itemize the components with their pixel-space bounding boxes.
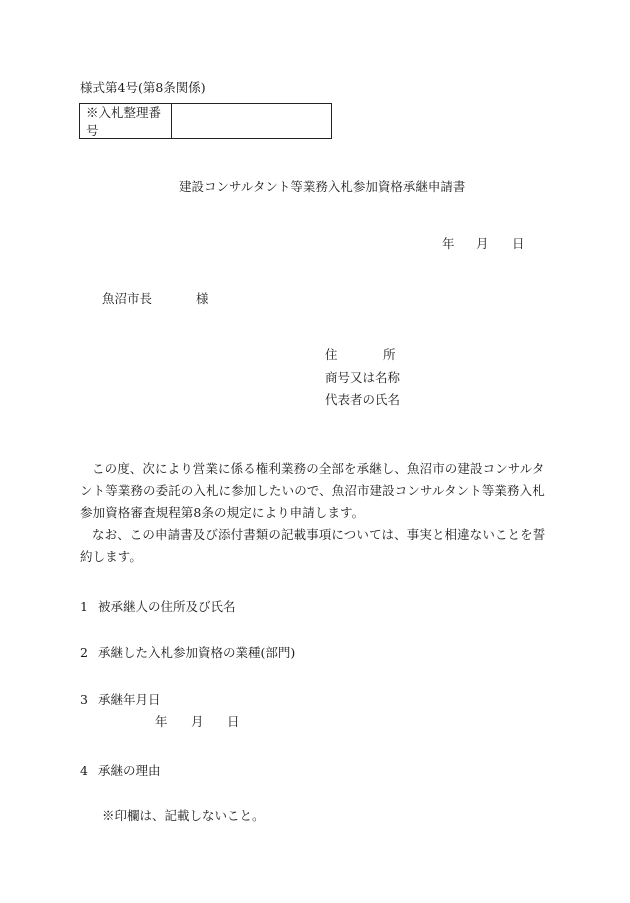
list-item-label: 被承継人の住所及び氏名 <box>98 599 236 614</box>
applicant-company-label: 商号又は名称 <box>325 370 401 385</box>
body-paragraph-2 <box>80 524 550 568</box>
addressee-name: 魚沼市長 <box>102 291 153 306</box>
list-item-number: 2 <box>80 645 88 660</box>
list-item-label: 承継した入札参加資格の業種(部門) <box>98 645 296 660</box>
date-month-label: 月 <box>476 236 489 251</box>
applicant-address-label-b: 所 <box>383 347 396 362</box>
date-day-label: 日 <box>512 236 525 251</box>
body-paragraph-1 <box>80 458 550 524</box>
succession-date-year-label: 年 <box>155 714 168 729</box>
body-paragraph-1-text: この度、次により営業に係る権利業務の全部を承継し、魚沼市の建設コンサルタント等業務の委託の入札に参加したいので、魚沼市建設コンサルタント等業務入札参加資格審査規程第8条の規定により申請します。 <box>80 461 545 520</box>
body-paragraph-2-text: なお、この申請書及び添付書類の記載事項については、事実と相違ないことを誓約します。 <box>80 527 546 564</box>
list-item-label: 承継年月日 <box>98 692 161 707</box>
list-item-number: 4 <box>80 763 88 778</box>
succession-date-day-label: 日 <box>227 714 240 729</box>
footnote: ※印欄は、記載しないこと。 <box>102 808 265 823</box>
list-item <box>80 694 161 707</box>
reference-number-box <box>79 103 332 139</box>
reference-number-field[interactable] <box>172 104 331 138</box>
form-number: 様式第4号(第8条関係) <box>80 80 206 95</box>
applicant-address-label-a: 住 <box>325 347 338 362</box>
document-title: 建設コンサルタント等業務入札参加資格承継申請書 <box>179 179 466 194</box>
list-item <box>80 765 161 778</box>
list-item <box>80 647 295 660</box>
date-year-label: 年 <box>442 236 455 251</box>
list-item-number: 1 <box>80 599 88 614</box>
applicant-representative-label: 代表者の氏名 <box>325 392 401 407</box>
list-item <box>80 601 236 614</box>
list-item-label: 承継の理由 <box>98 763 161 778</box>
reference-number-label: ※入札整理番号 <box>80 104 172 138</box>
addressee-honorific: 様 <box>196 291 209 306</box>
list-item-number: 3 <box>80 692 88 707</box>
succession-date-month-label: 月 <box>191 714 204 729</box>
